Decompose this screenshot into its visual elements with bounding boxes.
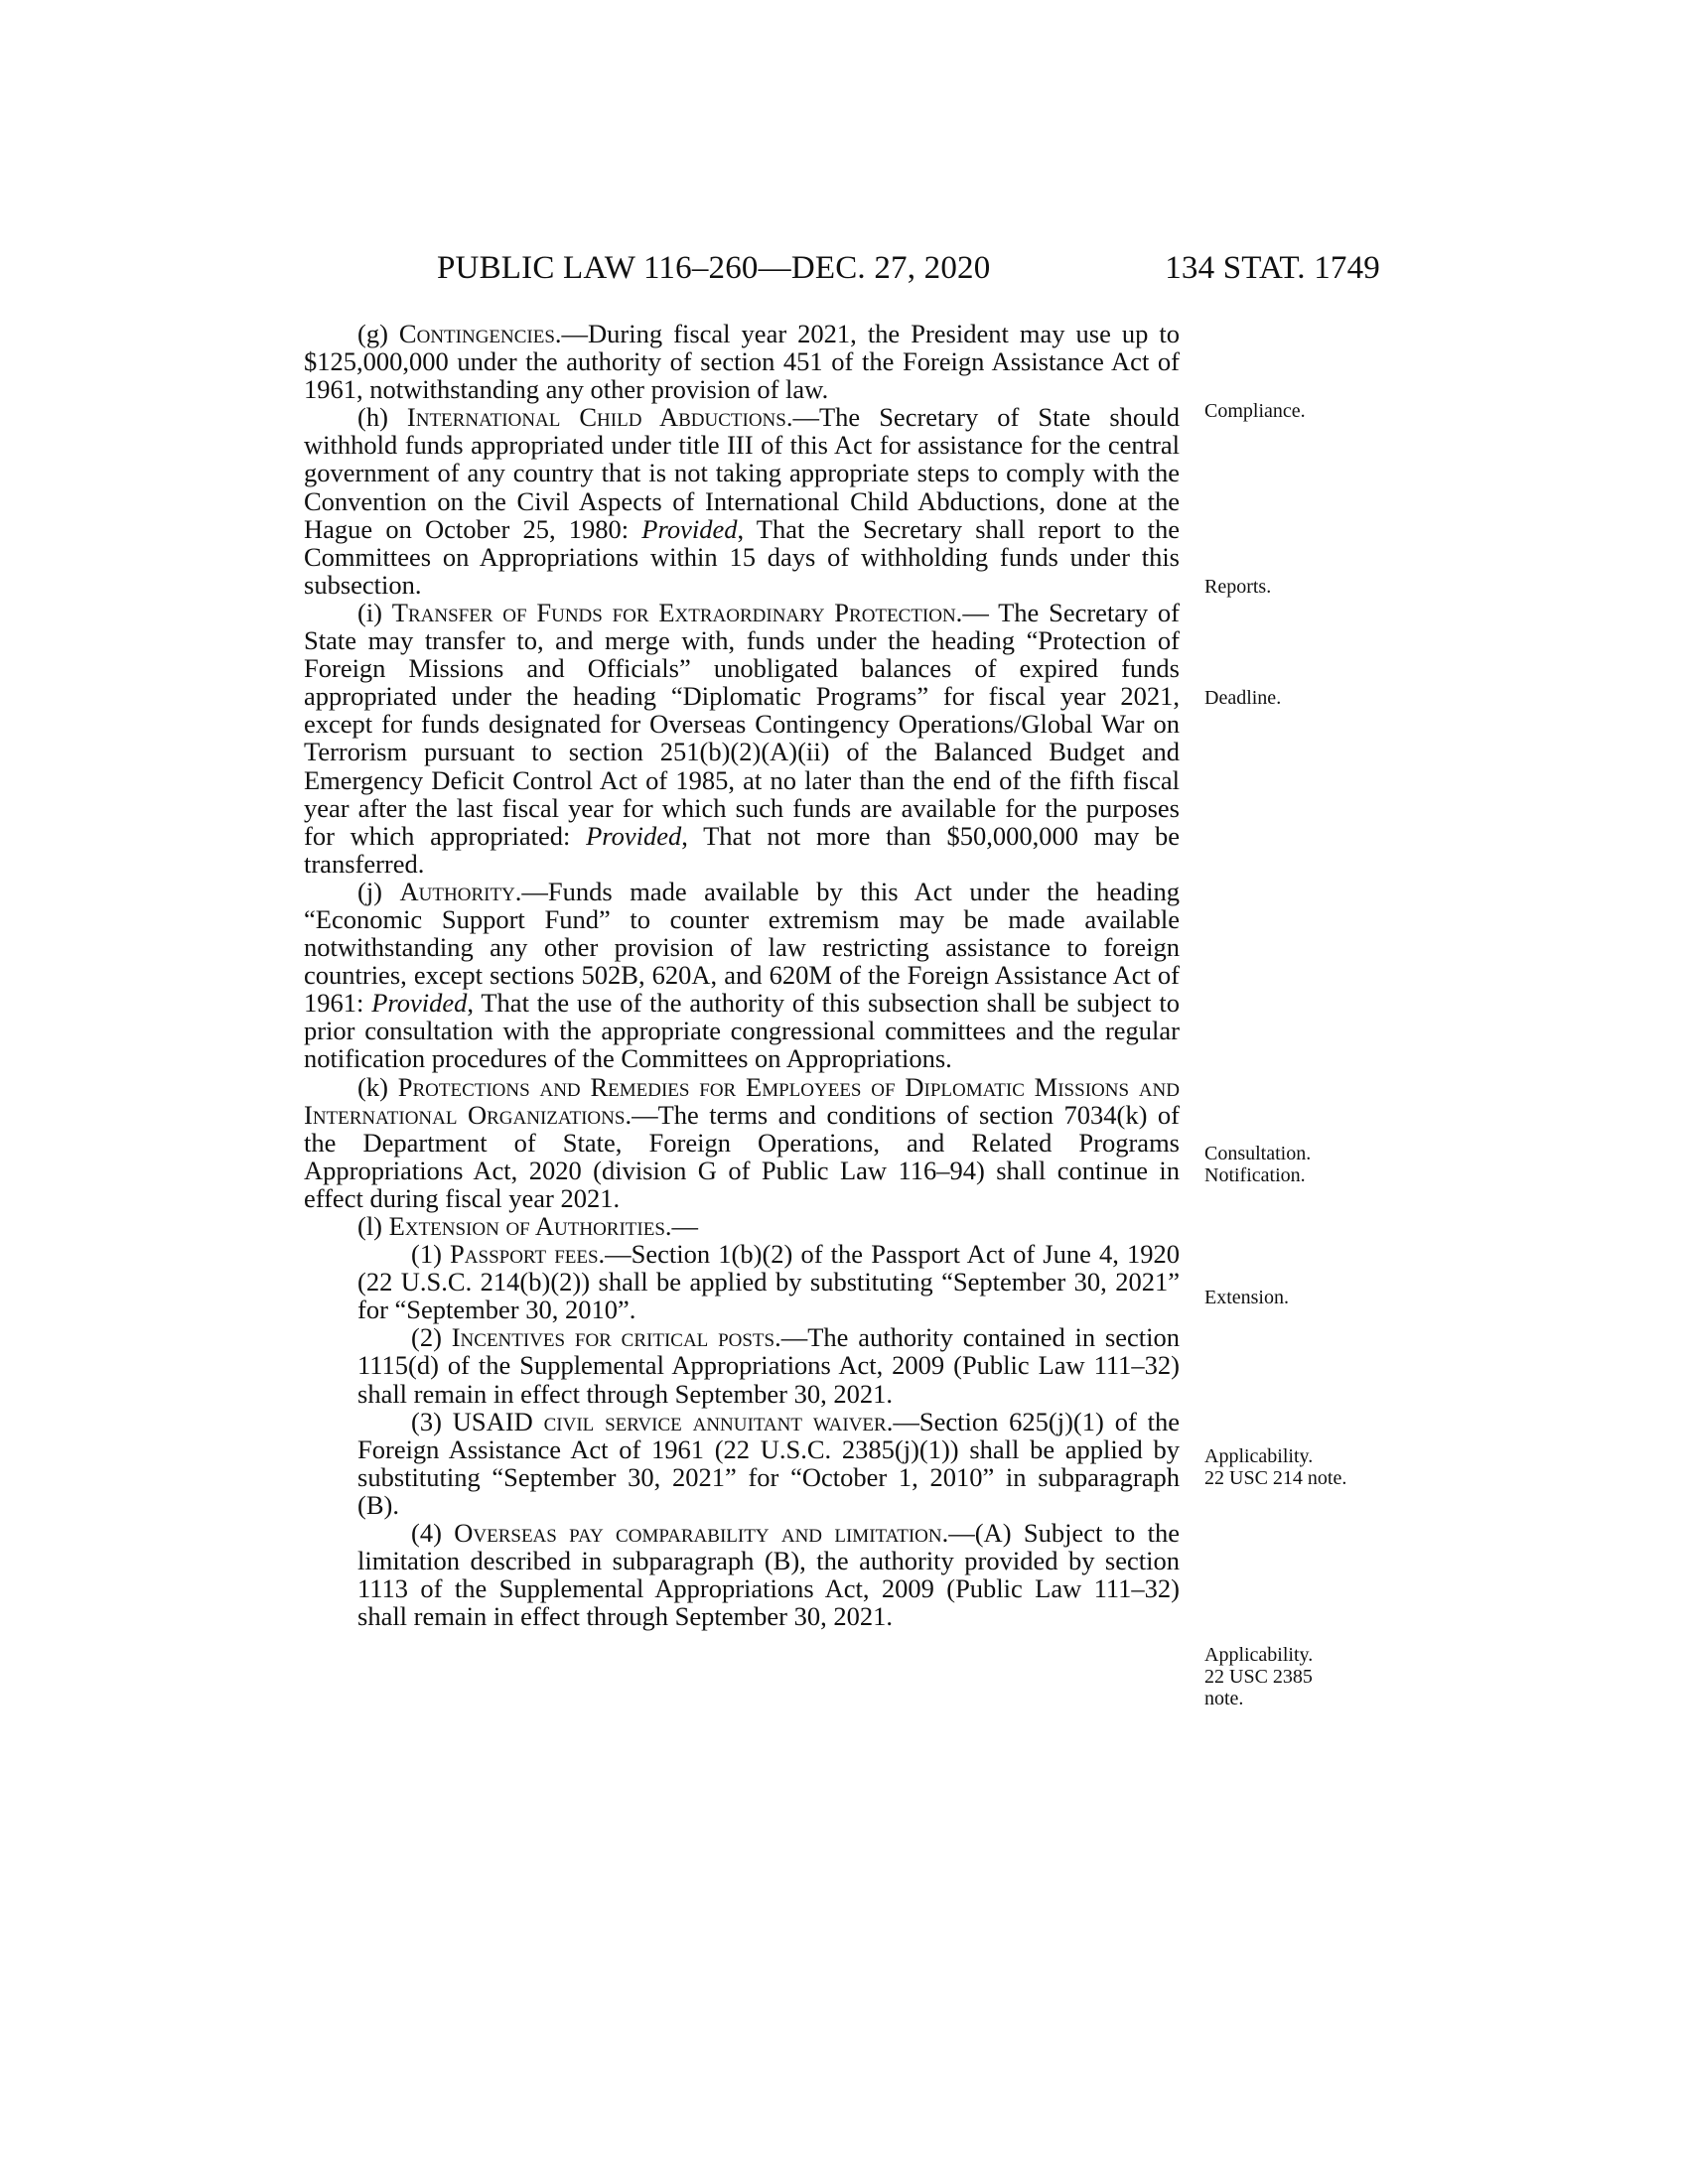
subsection-j-heading: Authority. [399, 876, 522, 906]
subsection-h-heading: International Child Abductions. [406, 402, 793, 433]
paragraph-l3-heading: USAID civil service annuitant waiver. [452, 1406, 894, 1436]
subsection-i: (i) Transfer of Funds for Extraordinary Protection.— The Secretary of State may transfer to, and merge with, funds under the heading “Protection of Foreign Missions and Officials” unobligated balances of expired funds appropriated under the heading “Diplomatic Programs” for fiscal year 2021, except for funds designated for Overseas Contingency Operations/Global War on Terrorism pursuant to section 251(b)(2)(A)(ii) of the Balanced Budget and Emergency Deficit Control Act of 1985, at no later than the end of the fifth fiscal year after the last fiscal year for which such funds are available for the purposes for which appropriated: Provided, That not more than $50,000,000 may be transferred. [304, 597, 1181, 879]
margin-note-deadline: Deadline. [1204, 687, 1282, 709]
paragraph-l2-heading: Incentives for critical posts. [451, 1322, 781, 1353]
margin-note-consultation: Consultation. Notification. [1204, 1143, 1312, 1186]
subsection-h: (h) International Child Abductions.—The Secretary of State should withhold funds appropriated under title III of this Act for assistance for the central government of any country that is not taking appropriate steps to comply with the Convention on the Civil Aspects of International Child Abductions, done at the Hague on October 25, 1980: Provided, That the Secretary shall report to the Committees on Appropriations within 15 days of withholding funds under this subsection. [304, 402, 1180, 600]
document-body [304, 320, 1180, 1630]
margin-note-reports: Reports. [1204, 576, 1272, 598]
statute-page-number: 134 STAT. 1749 [1165, 250, 1380, 286]
paragraph-l2: (2) Incentives for critical posts.—The authority contained in section 1115(d) of the Supplemental Appropriations Act, 2009 (Public Law 111–32) shall remain in effect through September 30, 2021. [357, 1322, 1181, 1409]
paragraph-l3: (3) USAID civil service annuitant waiver.—Section 625(j)(1) of the Foreign Assistance Act of 1961 (22 U.S.C. 2385(j)(1)) shall be applied by substituting “September 30, 2021” for “October 1, 2010” in subparagraph (B). [357, 1406, 1180, 1520]
subsection-j: (j) Authority.—Funds made available by this Act under the heading “Economic Support Fund” to counter extremism may be made available notwithstanding any other provision of law restricting assistance to foreign countries, except sections 502B, 620A, and 620M of the Foreign Assistance Act of 1961: Provided, That the use of the authority of this subsection shall be subject to prior consultation with the appropriate congressional committees and the regular notification procedures of the Committees on Appropriations. [304, 876, 1180, 1074]
running-head-title: PUBLIC LAW 116–260—DEC. 27, 2020 [437, 250, 991, 286]
paragraph-l1-heading: Passport fees. [450, 1239, 606, 1270]
subsection-l: (l) Extension of Authorities.— [357, 1211, 699, 1241]
subsection-l-heading: Extension of Authorities. [388, 1211, 672, 1241]
paragraph-l4: (4) Overseas pay comparability and limitation.—(A) Subject to the limitation described in subparagraph (B), the authority provided by section 1113 of the Supplemental Appropriations Act, 2009 (Public Law 111–32) shall remain in effect through September 30, 2021. [357, 1518, 1181, 1632]
margin-note-applicability-214: Applicability. 22 USC 214 note. [1204, 1445, 1347, 1489]
subsection-g: (g) Contingencies.—During fiscal year 2021, the President may use up to $125,000,000 under the authority of section 451 of the Foreign Assistance Act of 1961, notwithstanding any other provision of law. [304, 319, 1180, 405]
subsection-i-heading: Transfer of Funds for Extraordinary Protection. [391, 597, 963, 627]
margin-note-applicability-2385: Applicability. 22 USC 2385 note. [1204, 1644, 1314, 1709]
paragraph-l4-heading: Overseas pay comparability and limitation. [454, 1518, 949, 1549]
margin-note-compliance: Compliance. [1204, 400, 1306, 422]
subsection-k: (k) Protections and Remedies for Employees of Diplomatic Missions and International Organizations.—The terms and conditions of section 7034(k) of the Department of State, Foreign Operations, and Related Programs Appropriations Act, 2020 (division G of Public Law 116–94) shall continue in effect during fiscal year 2021. [304, 1071, 1181, 1213]
paragraph-l1: (1) Passport fees.—Section 1(b)(2) of the Passport Act of June 4, 1920 (22 U.S.C. 214(b)(2)) shall be applied by substituting “September 30, 2021” for “September 30, 2010”. [357, 1239, 1180, 1325]
subsection-g-heading: Contingencies. [398, 319, 562, 348]
margin-note-extension: Extension. [1204, 1287, 1289, 1308]
page-header [304, 250, 1380, 294]
subsection-k-heading: Protections and Remedies for Employees of Diplomatic Missions and International Organizations. [304, 1071, 1180, 1130]
